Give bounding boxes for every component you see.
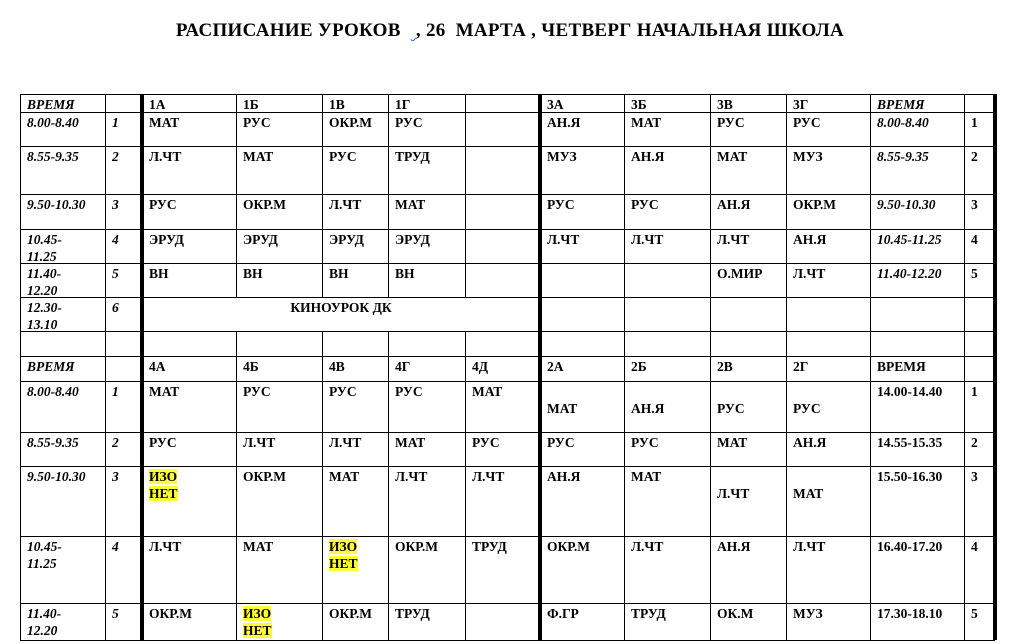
bottom-subject-cell: ОКР.М (547, 539, 590, 554)
top-subject-cell: РУС (793, 115, 821, 130)
top-lesson-number: 2 (971, 149, 978, 164)
bottom-time-cell: 11.40- 12.20 (27, 606, 62, 638)
bottom-header-cell: 4Г (395, 359, 411, 374)
bottom-subject-cell: Л.ЧТ (395, 469, 428, 484)
bottom-subject-cell: Л.ЧТ (149, 539, 182, 554)
bottom-header-cell: ВРЕМЯ (877, 359, 926, 374)
top-lesson-number: 2 (112, 149, 119, 164)
table-rule (20, 381, 995, 382)
bottom-header-cell: 4В (329, 359, 345, 374)
top-lesson-number: 5 (112, 266, 119, 281)
bottom-time-cell: 8.00-8.40 (27, 384, 79, 399)
table-rule (20, 536, 995, 537)
top-subject-cell: ВН (243, 266, 263, 281)
bottom-subject-cell: ТРУД (472, 539, 507, 554)
bottom-subject-cell: РУС (243, 384, 271, 399)
top-subject-cell: ОКР.М (329, 115, 372, 130)
top-subject-cell: ВН (395, 266, 415, 281)
top-header-cell: ВРЕМЯ (27, 97, 75, 112)
top-subject-cell: ОКР.М (793, 197, 836, 212)
table-rule (20, 297, 995, 298)
top-lesson-number: 3 (112, 197, 119, 212)
bottom-subject-cell: Л.ЧТ (243, 435, 276, 450)
top-lesson-number: 4 (112, 232, 119, 247)
bottom-subject-cell: ОКР.М (329, 606, 372, 621)
bottom-subject-cell: МАТ (717, 435, 748, 450)
bottom-subject-cell: ОКР.М (395, 539, 438, 554)
bottom-header-cell: 2Г (793, 359, 809, 374)
bottom-subject-cell: АН.Я (793, 435, 827, 450)
bottom-subject-cell: ОКР.М (149, 606, 192, 621)
top-subject-cell: РУС (547, 197, 575, 212)
bottom-subject-cell: ИЗО НЕТ (329, 539, 358, 571)
top-subject-cell: ТРУД (395, 149, 430, 164)
top-subject-cell: АН.Я (717, 197, 751, 212)
top-time-cell: 8.55-9.35 (27, 149, 79, 164)
bottom-time-cell: 9.50-10.30 (27, 469, 86, 484)
table-rule (20, 432, 995, 433)
top-subject-cell: РУС (395, 115, 423, 130)
top-time-cell: 12.30- 13.10 (27, 300, 62, 332)
top-subject-cell: РУС (329, 149, 357, 164)
top-subject-cell: МАТ (243, 149, 274, 164)
table-col-rule (465, 331, 466, 640)
top-subject-cell: МАТ (149, 115, 180, 130)
bottom-time-cell: 14.00-14.40 (877, 384, 943, 399)
bottom-lesson-number: 4 (112, 539, 119, 554)
table-col-rule (993, 94, 997, 640)
top-subject-cell: Л.ЧТ (547, 232, 580, 247)
bottom-subject-cell: РУС (395, 384, 423, 399)
top-subject-cell: МАТ (631, 115, 662, 130)
top-subject-cell: Л.ЧТ (717, 232, 750, 247)
bottom-subject-cell: РУС (793, 401, 821, 416)
bottom-time-cell: 8.55-9.35 (27, 435, 79, 450)
bottom-subject-cell: РУС (329, 384, 357, 399)
bottom-subject-cell: МАТ (793, 486, 824, 501)
table-col-rule (388, 331, 389, 640)
bottom-subject-cell: Ф.ГР (547, 606, 579, 621)
top-subject-cell: ЭРУД (149, 232, 184, 247)
table-rule (20, 466, 995, 467)
bottom-subject-cell: МАТ (329, 469, 360, 484)
top-subject-cell: ВН (149, 266, 169, 281)
top-lesson-number: 4 (971, 232, 978, 247)
table-col-rule (964, 94, 965, 640)
top-subject-cell: РУС (631, 197, 659, 212)
top-time-cell: 9.50-10.30 (27, 197, 86, 212)
bottom-subject-cell: ИЗО НЕТ (149, 469, 178, 501)
bottom-time-cell: 14.55-15.35 (877, 435, 943, 450)
bottom-subject-cell: ТРУД (395, 606, 430, 621)
top-header-cell: 3Б (631, 97, 647, 112)
bottom-header-cell: 2Б (631, 359, 647, 374)
bottom-header-cell: 4Д (472, 359, 489, 374)
bottom-subject-cell: РУС (149, 435, 177, 450)
top-time-cell: 8.00-8.40 (877, 115, 929, 130)
top-time-cell: 11.40-12.20 (877, 266, 942, 281)
bottom-subject-cell: Л.ЧТ (793, 539, 826, 554)
bottom-header-cell: ВРЕМЯ (27, 359, 75, 374)
bottom-subject-cell: МАТ (395, 435, 426, 450)
bottom-time-cell: 10.45- 11.25 (27, 539, 62, 571)
bottom-subject-cell: ИЗО НЕТ (243, 606, 272, 638)
merged-kinourok-cell: КИНОУРОК ДК (290, 300, 392, 315)
bottom-subject-cell: Л.ЧТ (472, 469, 505, 484)
bottom-subject-cell: МАТ (243, 539, 274, 554)
top-header-cell: 1В (329, 97, 345, 112)
top-subject-cell: МАТ (717, 149, 748, 164)
top-subject-cell: МАТ (395, 197, 426, 212)
table-rule (20, 603, 995, 604)
bottom-subject-cell: Л.ЧТ (631, 539, 664, 554)
top-header-cell: 3Г (793, 97, 809, 112)
bottom-subject-cell: АН.Я (717, 539, 751, 554)
bottom-time-cell: 17.30-18.10 (877, 606, 943, 621)
bottom-subject-cell: МУЗ (793, 606, 823, 621)
bottom-lesson-number: 3 (971, 469, 978, 484)
table-rule (20, 229, 995, 230)
bottom-subject-cell: МАТ (631, 469, 662, 484)
top-subject-cell: ОКР.М (243, 197, 286, 212)
top-subject-cell: РУС (149, 197, 177, 212)
bottom-header-cell: 4Б (243, 359, 259, 374)
top-lesson-number: 3 (971, 197, 978, 212)
top-subject-cell: АН.Я (547, 115, 581, 130)
bottom-lesson-number: 1 (112, 384, 119, 399)
table-col-rule (105, 94, 106, 640)
table-rule (20, 94, 995, 95)
bottom-subject-cell: ОКР.М (243, 469, 286, 484)
bottom-subject-cell: МАТ (472, 384, 503, 399)
top-subject-cell: Л.ЧТ (793, 266, 826, 281)
bottom-lesson-number: 2 (112, 435, 119, 450)
top-header-cell: 1А (149, 97, 166, 112)
top-header-cell: 1Г (395, 97, 411, 112)
bottom-lesson-number: 4 (971, 539, 978, 554)
bottom-lesson-number: 5 (112, 606, 119, 621)
bottom-lesson-number: 5 (971, 606, 978, 621)
bottom-subject-cell: АН.Я (631, 401, 665, 416)
bottom-header-cell: 2А (547, 359, 564, 374)
top-time-cell: 10.45- 11.25 (27, 232, 62, 264)
table-rule (20, 331, 995, 332)
table-rule (20, 640, 995, 641)
top-lesson-number: 5 (971, 266, 978, 281)
title-part-2: , 26 МАРТА , ЧЕТВЕРГ НАЧАЛЬНАЯ ШКОЛА (415, 20, 845, 41)
table-col-rule (322, 331, 323, 640)
top-subject-cell: ЭРУД (243, 232, 278, 247)
bottom-subject-cell: РУС (717, 401, 745, 416)
table-rule (20, 356, 995, 357)
top-header-cell: 3В (717, 97, 733, 112)
top-subject-cell: РУС (243, 115, 271, 130)
top-subject-cell: ВН (329, 266, 349, 281)
top-subject-cell: АН.Я (631, 149, 665, 164)
bottom-subject-cell: ТРУД (631, 606, 666, 621)
table-rule (20, 194, 995, 195)
bottom-time-cell: 15.50-16.30 (877, 469, 943, 484)
bottom-lesson-number: 3 (112, 469, 119, 484)
top-time-cell: 8.55-9.35 (877, 149, 929, 164)
bottom-subject-cell: МАТ (547, 401, 578, 416)
table-rule (20, 146, 995, 147)
bottom-subject-cell: АН.Я (547, 469, 581, 484)
title-part-1: РАСПИСАНИЕ УРОКОВ (175, 20, 411, 41)
top-subject-cell: МУЗ (547, 149, 577, 164)
table-col-rule (465, 94, 466, 297)
table-rule (20, 263, 995, 264)
bottom-header-cell: 4А (149, 359, 166, 374)
bottom-subject-cell: Л.ЧТ (717, 486, 750, 501)
table-col-rule (236, 331, 237, 640)
bottom-subject-cell: РУС (547, 435, 575, 450)
bottom-time-cell: 16.40-17.20 (877, 539, 943, 554)
top-lesson-number: 1 (112, 115, 119, 130)
bottom-header-cell: 2В (717, 359, 733, 374)
top-subject-cell: Л.ЧТ (631, 232, 664, 247)
bottom-lesson-number: 2 (971, 435, 978, 450)
top-header-cell: ВРЕМЯ (877, 97, 925, 112)
top-time-cell: 9.50-10.30 (877, 197, 936, 212)
top-time-cell: 8.00-8.40 (27, 115, 79, 130)
bottom-subject-cell: РУС (631, 435, 659, 450)
top-header-cell: 3А (547, 97, 564, 112)
top-header-cell: 1Б (243, 97, 259, 112)
top-subject-cell: О.МИР (717, 266, 763, 281)
top-subject-cell: ЭРУД (395, 232, 430, 247)
bottom-subject-cell: Л.ЧТ (329, 435, 362, 450)
bottom-subject-cell: РУС (472, 435, 500, 450)
top-subject-cell: Л.ЧТ (149, 149, 182, 164)
top-subject-cell: Л.ЧТ (329, 197, 362, 212)
top-subject-cell: МУЗ (793, 149, 823, 164)
top-subject-cell: РУС (717, 115, 745, 130)
top-subject-cell: ЭРУД (329, 232, 364, 247)
bottom-subject-cell: ОК.М (717, 606, 754, 621)
top-lesson-number: 6 (112, 300, 119, 315)
top-lesson-number: 1 (971, 115, 978, 130)
top-time-cell: 11.40- 12.20 (27, 266, 62, 298)
top-subject-cell: АН.Я (793, 232, 827, 247)
bottom-lesson-number: 1 (971, 384, 978, 399)
bottom-subject-cell: МАТ (149, 384, 180, 399)
top-time-cell: 10.45-11.25 (877, 232, 942, 247)
